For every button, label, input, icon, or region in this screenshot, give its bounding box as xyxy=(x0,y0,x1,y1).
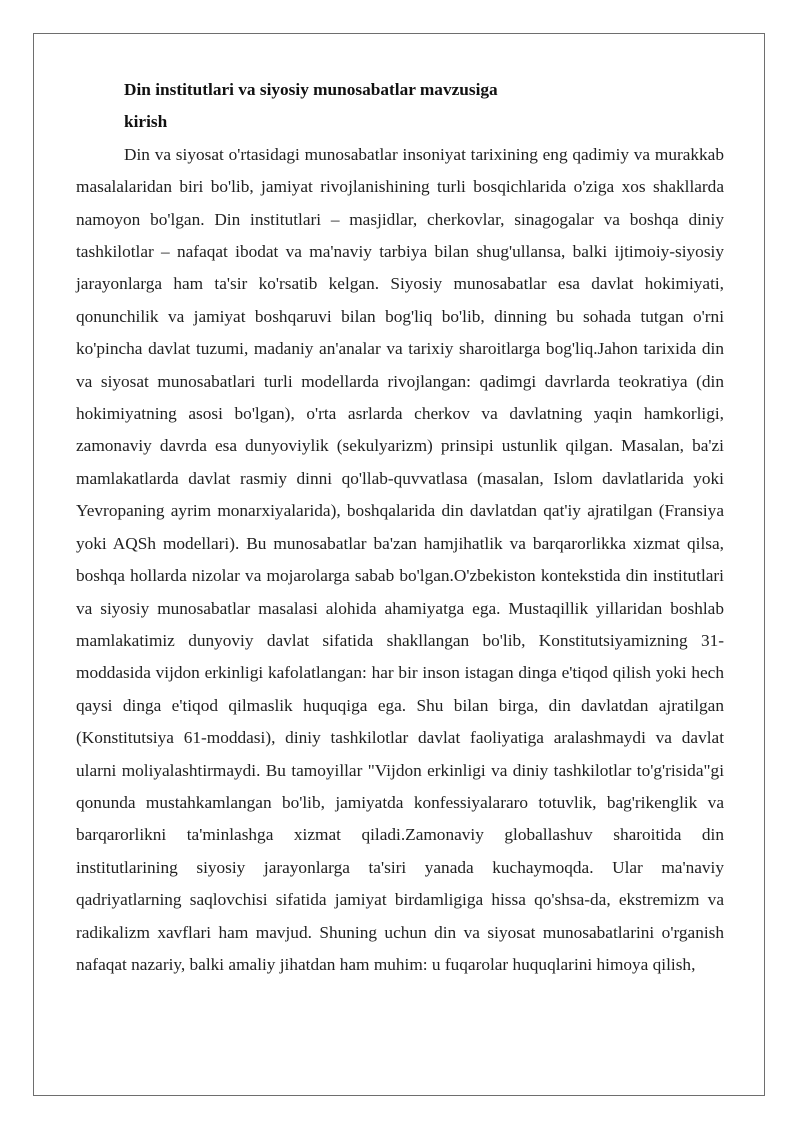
document-title-line-1: Din institutlari va siyosiy munosabatlar mavzusiga xyxy=(124,80,498,99)
document-content xyxy=(76,74,724,981)
document-title-line-2: kirish xyxy=(124,112,168,132)
body-paragraph: Din va siyosat o'rtasidagi munosabatlar insoniyat tarixining eng qadimiy va murakkab masalalaridan biri bo'lib, jamiyat rivojlanishining turli bosqichlarida o'ziga xos shakllarda namoyon bo'lgan. Din institutlari – masjidlar, cherkovlar, sinagogalar va boshqa diniy tashkilotlar – nafaqat ibodat va ma'naviy tarbiya bilan shug'ullansa, balki ijtimoiy-siyosiy jarayonlarga ham ta'sir ko'rsatib kelgan. Siyosiy munosabatlar esa davlat hokimiyati, qonunchilik va jamiyat boshqaruvi bilan bog'liq bo'lib, dinning bu sohada tutgan o'rni ko'pincha davlat tuzumi, madaniy an'analar va tarixiy sharoitlarga bog'liq.Jahon tarixida din va siyosat munosabatlari turli modellarda rivojlangan: qadimgi davrlarda teokratiya (din hokimiyatning asosi bo'lgan), o'rta asrlarda cherkov va davlatning yaqin hamkorligi, zamonaviy davrda esa dunyoviylik (sekulyarizm) prinsipi ustunlik qilgan. Masalan, ba'zi mamlakatlarda davlat rasmiy dinni qo'llab-quvvatlasa (masalan, Islom davlatlarida yoki Yevropaning ayrim monarxiyalarida), boshqalarida din davlatdan qat'iy ajratilgan (Fransiya yoki AQSh modellari). Bu munosabatlar ba'zan hamjihatlik va barqarorlikka xizmat qilsa, boshqa hollarda nizolar va mojarolarga sabab bo'lgan.O'zbekiston kontekstida din institutlari va siyosiy munosabatlar masalasi alohida ahamiyatga ega. Mustaqillik yillaridan boshlab mamlakatimiz dunyoviy davlat sifatida shakllangan bo'lib, Konstitutsiyamizning 31-moddasida vijdon erkinligi kafolatlangan: har bir inson istagan dinga e'tiqod qilish yoki hech qaysi dinga e'tiqod qilmaslik huquqiga ega. Shu bilan birga, din davlatdan ajratilgan (Konstitutsiya 61-moddasi), diniy tashkilotlar davlat faoliyatiga aralashmaydi va davlat ularni moliyalashtirmaydi. Bu tamoyillar "Vijdon erkinligi va diniy tashkilotlar to'g'risida"gi qonunda mustahkamlangan bo'lib, jamiyatda konfessiyalararo totuvlik, bag'rikenglik va barqarorlikni ta'minlashga xizmat qiladi.Zamonaviy globallashuv sharoitida din institutlarining siyosiy jarayonlarga ta'siri yanada kuchaymoqda. Ular ma'naviy qadriyatlarning saqlovchisi sifatida jamiyat birdamligiga hissa qo'shsa-da, ekstremizm va radikalizm xavflari ham mavjud. Shuning uchun din va siyosat munosabatlarini o'rganish nafaqat nazariy, balki amaliy jihatdan ham muhim: u fuqarolar huquqlarini himoya qilish, xyxy=(76,144,724,974)
